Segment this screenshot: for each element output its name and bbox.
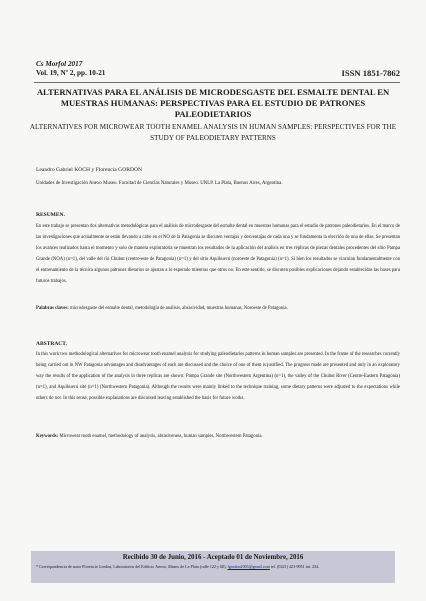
affiliation: Unidades de Investigación Anexo Museo. Facultad de Ciencias Naturales y Museo. UNLP. La Plata, Buenos Aires, Argentina. <box>36 181 283 186</box>
correspondence-email[interactable]: fgordon2005@gmail.com <box>227 564 270 569</box>
journal-name: Cs Morfol 2017 <box>36 60 83 68</box>
keywords <box>36 434 400 439</box>
abstract-heading: ABSTRACT. <box>36 341 67 347</box>
correspondence-note <box>36 564 390 570</box>
resumen-text: En este trabajo se presentan dos alternativas metodológicas para el análisis de microdesgaste del esmalte dental en muestras humanas para el estudio de patrones paleodietarios. En el marco de las investigaciones que actualmente se están llevando a cabo en el NO de la Patagonia se discuten ventajas y desventajas de cada una y se fundamenta la elección de una de ellas. Se presentan los avances realizados hasta el momento y solo de manera exploratoria se muestran los resultados de la aplicación del análisis en tres réplicas de piezas dentales procedentes del sitio Pampa Grande (NOA) (n=1), del valle del río Chubut (centro-este de Patagonia) (n=1) y del sitio Aquihuecó (noroeste de Patagonia) (n=1). Si bien los resultados se vinculan fundamentalmente con el entrenamiento de la técnica algunos patrones dietarios se ajustan a lo esperado mientras que otros no. En este sentido, se discuten posibles explicaciones dejando establecidas las bases para futuros trabajos. <box>36 224 400 285</box>
keywords-label: Keywords: <box>36 434 59 439</box>
correspondence-text: * Correspondencia de autor Florencia Gordon, Laboratorios del Edificio Anexo, Museo de La Plata (calle 122 y 60), fgordon2005@gmail.com tel. (0221) 423-9951 int. 234. <box>36 564 320 569</box>
abstract-text: In this work two methodological alternatives for microwear tooth enamel analysis for studying paleodietaries patterns in human samples are presented. In the frame of the researches currently being carried out in NW Patagonia advantages and disadvantages of each are discussed and the choice of one of them is justified. The progress made are presented and only in an exploratory way the results of the application of the analysis in three replicas are shown: Pampa Grande site (Northwestern Argentina) (n=1), the valley of the Chubut River (Centre-Eastern Patagonia) (n=1), and Aquihuecó site (n=1) (Northwestern Patagonia). Although the results were mainly linked to the technique training, some dietary patterns were adjusted to the expectations while others do not. In this sense, possible explanations are discussed leaving established the basis for future works. <box>36 352 400 402</box>
palabras-claves-text: microdesgaste del esmalte dental, metodología de análisis, abrasividad, muestras humanas, Noroeste de Patagonia. <box>70 306 288 311</box>
title-spanish: ALTERNATIVAS PARA EL ANÁLISIS DE MICRODESGASTE DEL ESMALTE DENTAL EN MUESTRAS HUMANAS: PERSPECTIVAS PARA EL ESTUDIO DE PATRONES PALEODIETARIOS <box>36 87 390 119</box>
palabras-claves <box>36 306 400 311</box>
journal-citation <box>36 60 105 78</box>
title-english: ALTERNATIVES FOR MICROWEAR TOOTH ENAMEL ANALYSIS IN HUMAN SAMPLES: PERSPECTIVES FOR THE STUDY OF PALEODIETARY PATTERNS <box>29 123 397 142</box>
authors: Leandro Gabriel KOCH y Florencia GORDON <box>36 167 143 173</box>
issn: ISSN 1851-7862 <box>341 68 400 78</box>
keywords-text: Microwear tooth enamel, methodology of analysis, abrasiveness, human samples, Northwestern Patagonia. <box>59 434 263 439</box>
resumen-heading: RESUMEN. <box>36 212 65 218</box>
palabras-claves-label: Palabras claves: <box>36 306 69 311</box>
journal-volume: Vol. 19, Nº 2, pp. 10-21 <box>36 69 106 77</box>
header-rule <box>34 82 400 83</box>
received-accepted: Recibido 30 de Junio, 2016 - Aceptado 01 de Noviembre, 2016 <box>122 554 304 561</box>
